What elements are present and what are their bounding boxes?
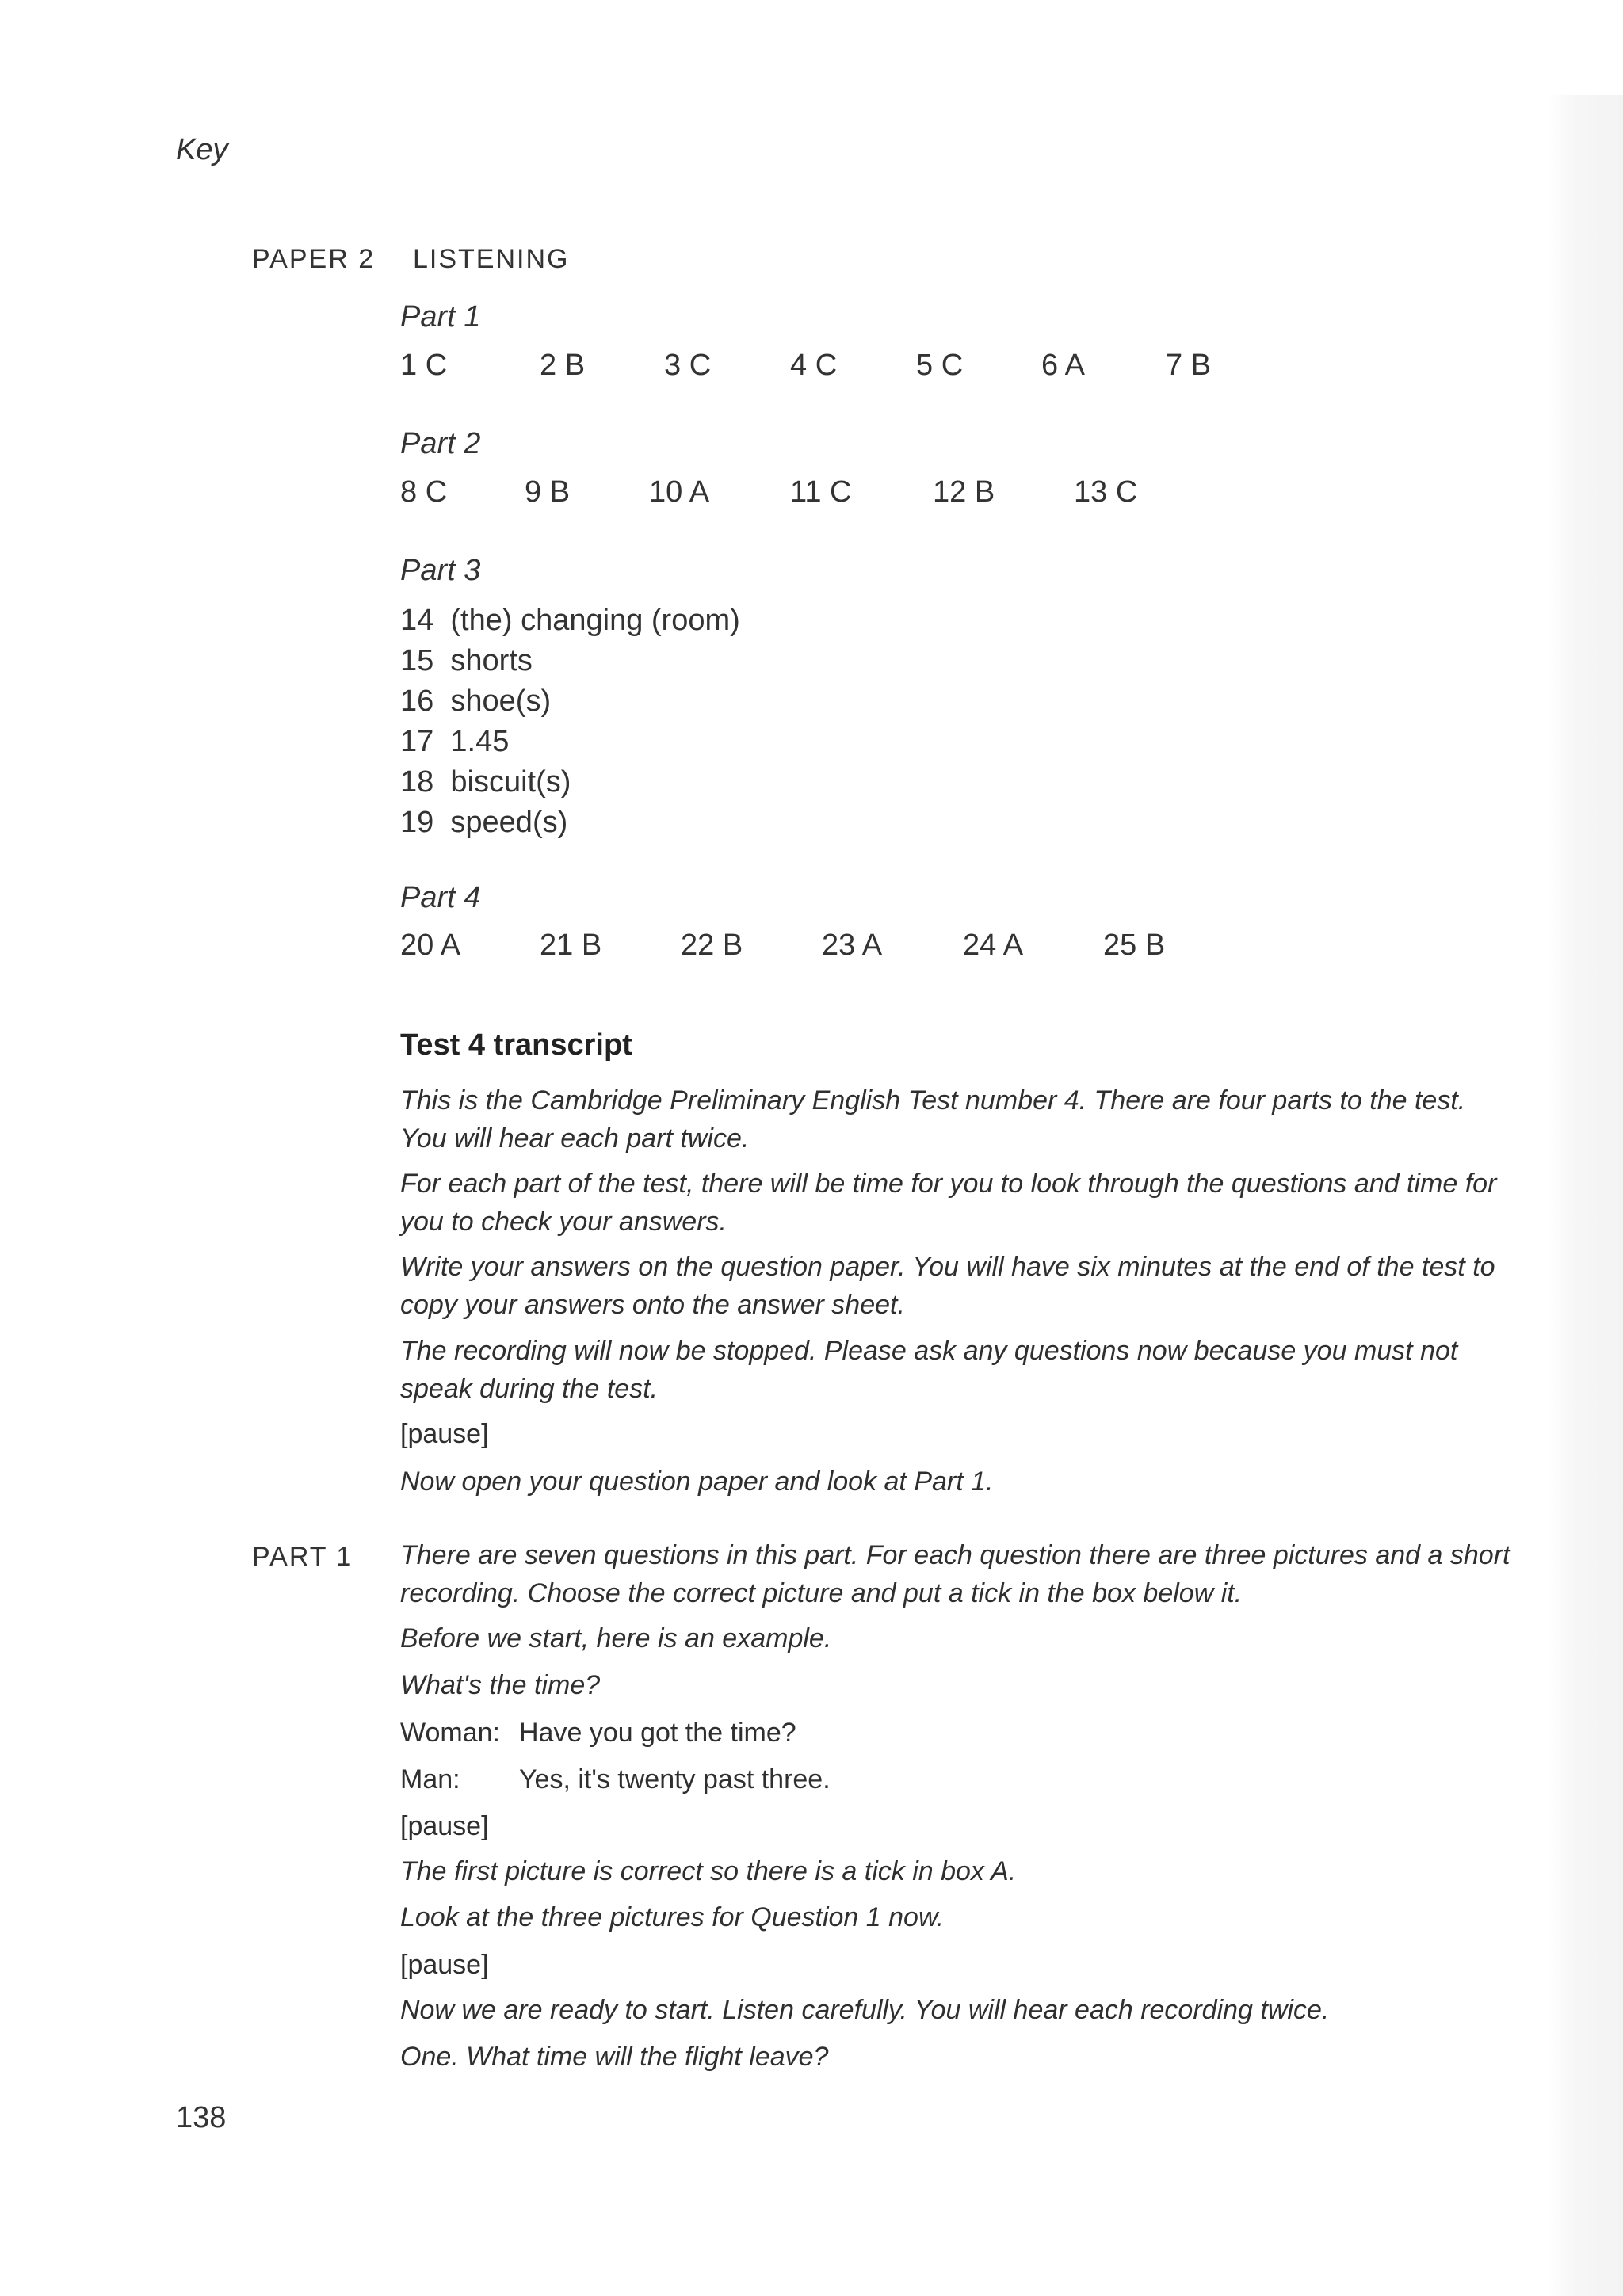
part-1-instructions: There are seven questions in this part. For each question there are three pictures and a short recording. Choose the correct picture and put a tick in the box below it. bbox=[400, 1540, 1510, 1608]
item-text: (the) changing (room) bbox=[450, 604, 740, 637]
part-4-answers bbox=[400, 929, 1272, 968]
list-item bbox=[400, 722, 955, 762]
answer-item: 22 B bbox=[681, 929, 743, 962]
item-text: shorts bbox=[450, 644, 533, 677]
answer-item: 9 B bbox=[525, 475, 571, 509]
intro-paragraph: This is the Cambridge Preliminary English Test number 4. There are four parts to the test. You will hear each part twice. bbox=[400, 1085, 1466, 1154]
list-item bbox=[400, 601, 955, 641]
speaker-label: Man: bbox=[400, 1764, 460, 1794]
item-number: 16 bbox=[400, 685, 434, 718]
answer-item: 1 C bbox=[400, 349, 448, 382]
answer-item: 2 B bbox=[540, 349, 586, 382]
answer-item: 20 A bbox=[400, 929, 461, 962]
list-item bbox=[400, 681, 955, 722]
dialogue-line-woman bbox=[400, 1718, 796, 1749]
list-item bbox=[400, 762, 955, 803]
answer-item: 23 A bbox=[822, 929, 883, 962]
answer-item: 21 B bbox=[540, 929, 602, 962]
item-text: biscuit(s) bbox=[450, 765, 571, 799]
answer-item: 3 C bbox=[664, 349, 712, 382]
answer-item: 10 A bbox=[649, 475, 710, 509]
part-2-heading: Part 2 bbox=[400, 427, 481, 460]
example-question: What's the time? bbox=[400, 1670, 601, 1700]
dialogue-line-man bbox=[400, 1764, 831, 1795]
answer-item: 8 C bbox=[400, 475, 448, 509]
part-1-answers bbox=[400, 349, 1272, 388]
answer-item: 6 A bbox=[1041, 349, 1085, 382]
speaker-line: Have you got the time? bbox=[519, 1718, 796, 1748]
ready-instruction: Now we are ready to start. Listen carefully. You will hear each recording twice. bbox=[400, 1995, 1330, 2025]
intro-paragraph: The recording will now be stopped. Please ask any questions now because you must not speak during the test. bbox=[400, 1336, 1458, 1404]
paper-label: PAPER 2 bbox=[252, 244, 376, 274]
item-text: speed(s) bbox=[450, 806, 568, 839]
page-edge-shadow bbox=[1548, 95, 1623, 2296]
answer-item: 13 C bbox=[1074, 475, 1138, 509]
answer-item: 24 A bbox=[963, 929, 1024, 962]
item-text: shoe(s) bbox=[450, 685, 552, 718]
answer-item: 12 B bbox=[933, 475, 995, 509]
example-answer: The first picture is correct so there is a tick in box A. bbox=[400, 1856, 1017, 1886]
item-number: 14 bbox=[400, 604, 434, 637]
list-item bbox=[400, 803, 955, 843]
item-number: 15 bbox=[400, 644, 434, 677]
speaker-line: Yes, it's twenty past three. bbox=[519, 1764, 831, 1794]
answer-item: 5 C bbox=[916, 349, 964, 382]
paper-title: LISTENING bbox=[413, 244, 570, 274]
item-text: 1.45 bbox=[450, 725, 510, 758]
pause-marker: [pause] bbox=[400, 1811, 489, 1841]
intro-paragraph: For each part of the test, there will be time for you to look through the questions and time for you to check your answers. bbox=[400, 1169, 1497, 1237]
question-one: One. What time will the flight leave? bbox=[400, 2042, 829, 2072]
part-4-heading: Part 4 bbox=[400, 881, 481, 914]
item-number: 18 bbox=[400, 765, 434, 799]
part-1-label: PART 1 bbox=[252, 1542, 353, 1572]
example-intro: Before we start, here is an example. bbox=[400, 1623, 832, 1653]
pause-marker: [pause] bbox=[400, 1950, 489, 1980]
part-2-answers bbox=[400, 475, 1272, 515]
running-head: Key bbox=[176, 133, 228, 166]
item-number: 17 bbox=[400, 725, 434, 758]
intro-paragraph: Now open your question paper and look at Part 1. bbox=[400, 1466, 994, 1497]
item-number: 19 bbox=[400, 806, 434, 839]
part-3-heading: Part 3 bbox=[400, 554, 481, 587]
answer-item: 11 C bbox=[790, 475, 852, 509]
part-1-heading: Part 1 bbox=[400, 300, 481, 334]
answer-item: 7 B bbox=[1166, 349, 1212, 382]
look-question-1: Look at the three pictures for Question 1 now. bbox=[400, 1902, 945, 1932]
part-3-answer-list bbox=[400, 601, 955, 843]
answer-item: 25 B bbox=[1103, 929, 1166, 962]
pause-marker: [pause] bbox=[400, 1419, 489, 1449]
intro-paragraph: Write your answers on the question paper. You will have six minutes at the end of the test to copy your answers onto the answer sheet. bbox=[400, 1252, 1495, 1320]
answer-item: 4 C bbox=[790, 349, 838, 382]
transcript-title: Test 4 transcript bbox=[400, 1028, 632, 1062]
list-item bbox=[400, 641, 955, 681]
speaker-label: Woman: bbox=[400, 1718, 500, 1748]
page-number: 138 bbox=[176, 2101, 227, 2134]
